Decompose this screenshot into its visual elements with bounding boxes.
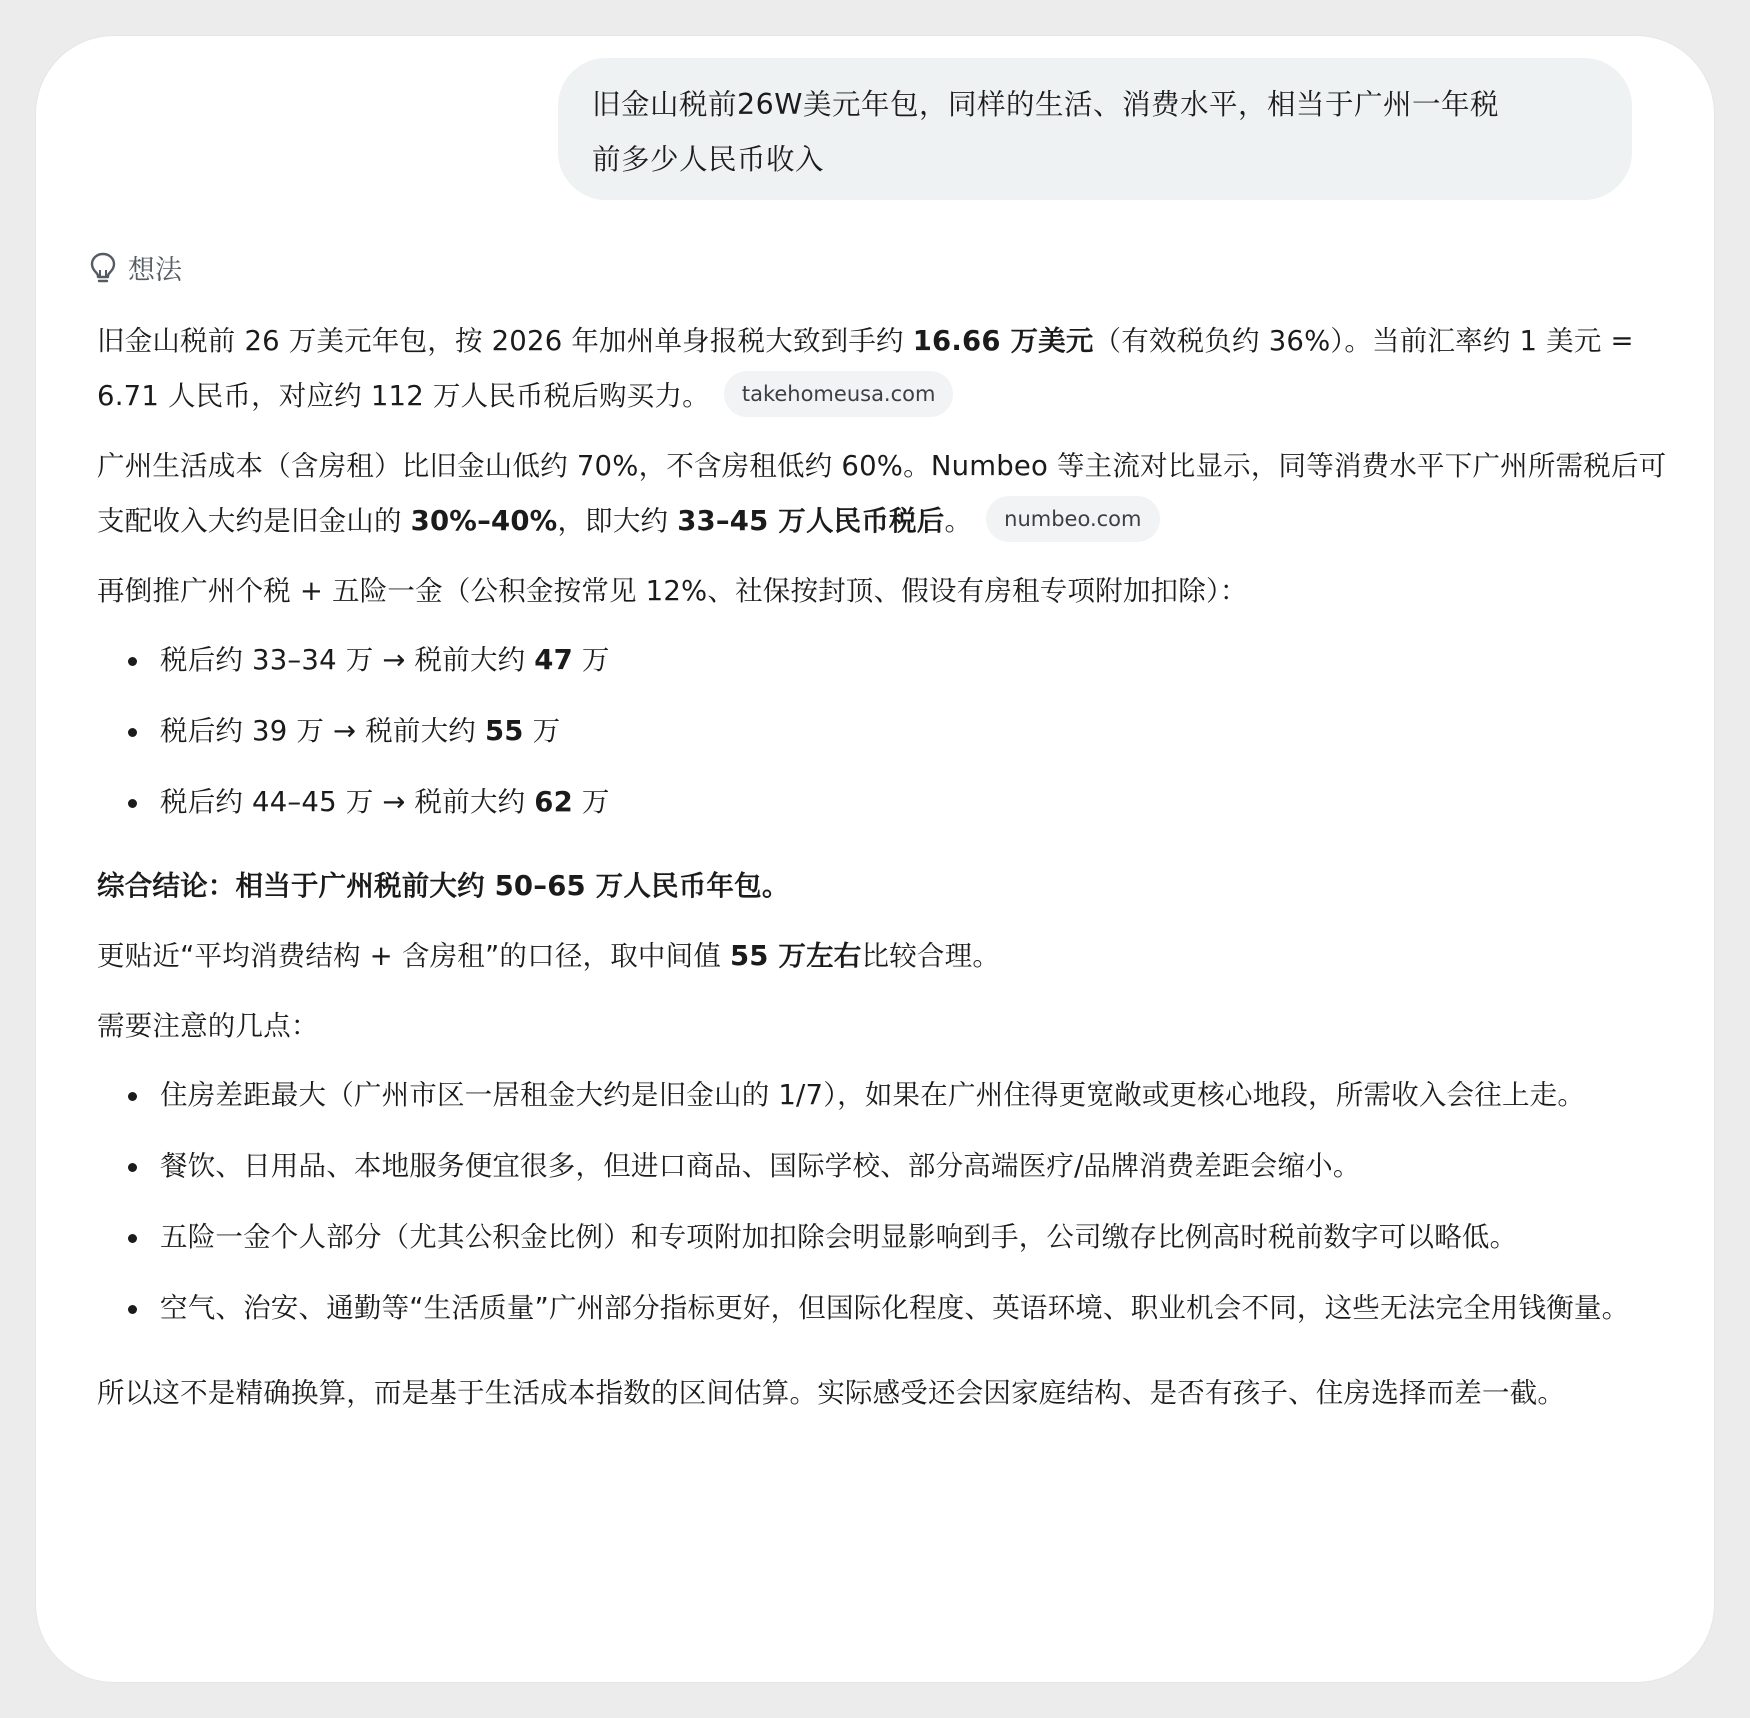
text-span: 广州生活成本（含房租）比旧金山低约 70%，不含房租低约 60%。Numbeo 等主流对比显示，同等消费水平下广州所需税后可支配收入大约是旧金山的 xyxy=(97,450,1667,537)
notes-heading: 需要注意的几点： xyxy=(97,1010,319,1042)
user-message-line: 旧金山税前26W美元年包，同样的生活、消费水平，相当于广州一年税 xyxy=(592,88,1499,121)
assistant-response xyxy=(97,314,1677,1421)
text-span: ，即大约 xyxy=(557,505,678,537)
user-message-bubble xyxy=(558,58,1632,200)
paragraph-net-income xyxy=(97,314,1677,424)
list-item xyxy=(97,775,1677,830)
text-span: 旧金山税前 26 万美元年包，按 2026 年加州单身报税大致到手约 xyxy=(97,325,913,357)
lightbulb-icon xyxy=(90,252,116,284)
paragraph-reverse-calc: 再倒推广州个税 + 五险一金（公积金按常见 12%、社保按封顶、假设有房租专项附加扣除）： xyxy=(97,575,1248,607)
paragraph-cost-of-living xyxy=(97,439,1677,549)
bold-text: 33–45 万人民币税后 xyxy=(677,505,945,537)
thoughts-toggle[interactable] xyxy=(90,248,182,287)
source-chip-takehomeusa[interactable]: takehomeusa.com xyxy=(724,371,954,417)
list-item xyxy=(97,704,1677,759)
text-span: 万 xyxy=(572,644,610,676)
paragraph-conclusion xyxy=(97,859,1677,914)
list-item xyxy=(97,633,1677,688)
text-span: 。 xyxy=(944,505,973,537)
source-chip-numbeo[interactable]: numbeo.com xyxy=(986,496,1159,542)
list-item: 住房差距最大（广州市区一居租金大约是旧金山的 1/7），如果在广州住得更宽敞或更核心地段，所需收入会往上走。 xyxy=(97,1068,1677,1123)
paragraph-midpoint xyxy=(97,929,1677,984)
bold-text: 62 xyxy=(534,786,573,818)
text-span: 比较合理。 xyxy=(861,940,1001,972)
paragraph-final: 所以这不是精确换算，而是基于生活成本指数的区间估算。实际感受还会因家庭结构、是否有孩子、住房选择而差一截。 xyxy=(97,1377,1566,1409)
thoughts-label: 想法 xyxy=(128,255,182,286)
text-span: 税后约 44–45 万 → 税前大约 xyxy=(160,786,535,818)
notes-list xyxy=(97,1068,1677,1336)
text-span: 更贴近“平均消费结构 + 含房租”的口径，取中间值 xyxy=(97,940,730,972)
bold-text: 16.66 万美元 xyxy=(912,325,1094,357)
bold-text: 55 xyxy=(484,715,524,747)
estimate-list xyxy=(97,633,1677,830)
bold-text: 47 xyxy=(534,644,573,676)
list-item: 空气、治安、通勤等“生活质量”广州部分指标更好，但国际化程度、英语环境、职业机会不同，这些无法完全用钱衡量。 xyxy=(97,1281,1677,1336)
bold-text: 30%–40% xyxy=(410,505,558,537)
list-item: 餐饮、日用品、本地服务便宜很多，但进口商品、国际学校、部分高端医疗/品牌消费差距会缩小。 xyxy=(97,1139,1677,1194)
text-span: （有效税负约 36%）。当前汇率约 1 美元 = 6.71 人民币，对应约 112 万人民币税后购买力。 xyxy=(97,325,1634,412)
chat-card xyxy=(36,36,1714,1682)
list-item: 五险一金个人部分（尤其公积金比例）和专项附加扣除会明显影响到手，公司缴存比例高时税前数字可以略低。 xyxy=(97,1210,1677,1265)
text-span: 万 xyxy=(572,786,610,818)
user-message-line: 前多少人民币收入 xyxy=(592,143,825,176)
bold-text: 55 万左右 xyxy=(729,940,862,972)
text-span: 万 xyxy=(523,715,561,747)
bold-text: 综合结论：相当于广州税前大约 50–65 万人民币年包。 xyxy=(97,870,790,902)
text-span: 税后约 39 万 → 税前大约 xyxy=(160,715,485,747)
text-span: 税后约 33–34 万 → 税前大约 xyxy=(160,644,535,676)
